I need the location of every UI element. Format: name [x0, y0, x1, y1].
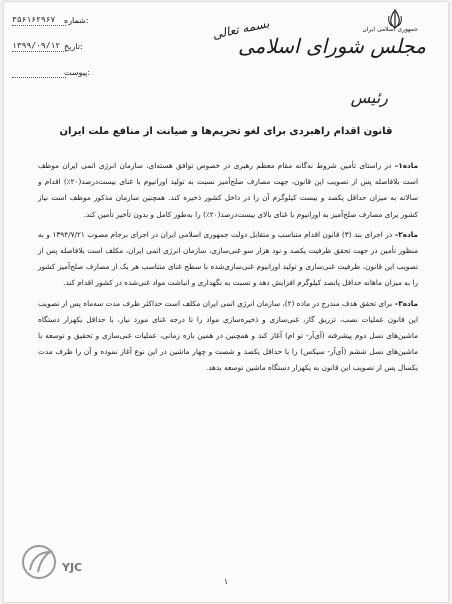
number-value: ۳۵۶۱۶۲۹۶۷	[12, 15, 56, 24]
republic-text: جمهوری اسلامی ایران	[362, 26, 418, 33]
number-dots	[12, 25, 66, 26]
watermark-text: YJC	[62, 561, 83, 574]
speaker-title: رئیس	[350, 88, 388, 107]
attachment-label: :پیوست	[64, 68, 91, 77]
yjc-logo-icon	[18, 542, 60, 582]
attachment-dots	[12, 77, 66, 78]
article-2	[38, 227, 418, 292]
date-label: :تاریخ	[64, 42, 83, 51]
article-text: برای تحقق هدف مندرج در ماده (۲)، سازمان انرژی اتمی ایران مکلف است حداکثر ظرف مدت سه‌ماه پس از تصویب این قانون عملیات نصب، تزریق گاز، غنی‌سازی و ذخیره‌سازی مواد را تا درجه غنای مورد نیاز، با حداقل یکهزار دستگاه ماشین‌های نسل دوم پیشرفته (آی‌آر- تو ام) آغاز کند و همچنین در همین بازه زمانی، عملیات غنی‌سازی و تحقیق و توسعه با ماشین‌های نسل ششم (آی‌آر- سیکس) را با حداقل یکصد و شصت و چهار ماشین در این نوع آغاز نموده و آن را ظرف مدت یکسال پس از تصویب این قانون به یکهزار دستگاه ماشین توسعه بدهد.	[38, 298, 418, 373]
article-3	[38, 296, 418, 377]
page-number: ۱	[223, 577, 229, 586]
date-dots	[12, 51, 66, 52]
article-label: ماده۳–	[394, 298, 418, 308]
article-label: ماده۲–	[394, 229, 418, 239]
date-value: ۱۳۹۹/۰۹/۱۲	[12, 41, 61, 50]
law-title: قانون اقدام راهبردی برای لغو تحریم‌ها و صیانت از منافع ملت ایران	[59, 126, 393, 137]
article-label: ماده۱–	[394, 161, 418, 170]
number-label: :شماره	[64, 16, 89, 25]
document-page	[4, 2, 448, 602]
article-1	[38, 158, 418, 223]
article-text: در اجرای بند (۳) قانون اقدام متناسب و متقابل دولت جمهوری اسلامی ایران در اجرای برجام مصوب ۱۳۹۴/۷/۲۱ و به منظور تأمین در جهت تحقق ظرفیت یکصد و نود هزار سو غنی‌سازی، سازمان انرژی اتمی ایران، مکلف است بلافاصله پس از تصویب این قانون، ظرفیت غنی‌سازی و تولید اورانیوم غنی‌سازی‌شده با سطح غنای متناسب هر یک از مصارف صلح‌آمیز کشور را به میزان ماهانه حداقل پانصد کیلوگرم افزایش دهد و نسبت به نگهداری و انباشت مواد غنی‌شده در کشور اقدام کند.	[38, 229, 418, 288]
bismillah-text: بسمه تعالی	[211, 16, 271, 42]
article-text: در راستای تأمین شروط نه‌گانه مقام معظم رهبری در خصوص توافق هسته‌ای، سازمان انرژی اتمی ایران موظف است بلافاصله پس از تصویب این قانون، جهت مصارف صلح‌آمیز نسبت به تولید اورانیوم با غنای بیست‌درصد(۲۰٪) اقدام و سالانه به میزان حداقل یکصد و بیست کیلوگرم آن را در داخل کشور ذخیره کند. همچنین سازمان مذکور موظف است نیاز کشور برای مصارف صلح‌آمیز به اورانیوم با غنای بالای بیست‌درصد(۲۰٪) را به‌طور کامل و بدون تأخیر تأمین کند.	[38, 161, 418, 219]
law-body	[38, 158, 418, 381]
parliament-name: مجلس شورای اسلامی	[237, 34, 426, 58]
